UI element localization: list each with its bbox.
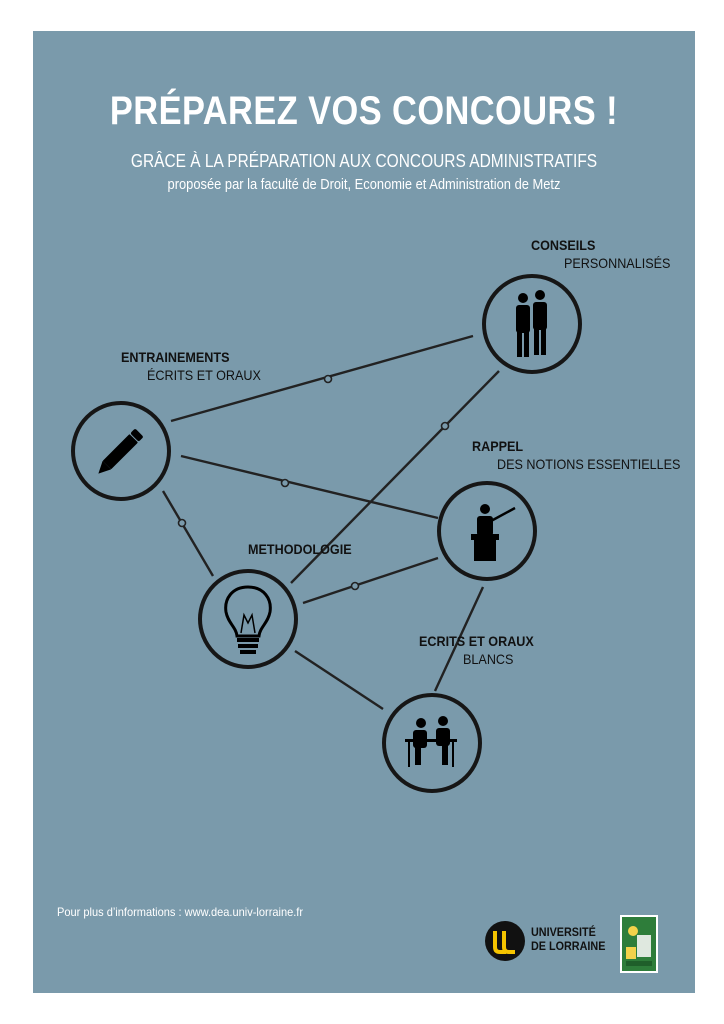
universite-lorraine-name <box>531 925 605 953</box>
universite-lorraine-mark-icon <box>485 921 525 961</box>
universite-lorraine-logo <box>485 919 615 963</box>
methodologie-label <box>248 540 363 558</box>
entrainements-sub: ÉCRITS ET ORAUX <box>147 367 261 383</box>
poster <box>33 31 695 993</box>
universite-line2: DE LORRAINE <box>531 939 606 953</box>
network-diagram <box>33 31 695 993</box>
rappel-node <box>439 483 535 579</box>
page-title: PRÉPAREZ VOS CONCOURS ! <box>109 89 619 133</box>
methodologie-title: METHODOLOGIE <box>248 541 352 557</box>
ecrits-oraux-sub: BLANCS <box>463 651 514 667</box>
rappel-title: RAPPEL <box>472 438 524 454</box>
rappel-sub: DES NOTIONS ESSENTIELLES <box>497 456 681 472</box>
subtitle-faculty: proposée par la faculté de Droit, Economie et Administration de Metz <box>167 176 561 193</box>
ecrits-oraux-title: ECRITS ET ORAUX <box>419 633 534 649</box>
faculty-crest-icon <box>620 915 658 973</box>
conseils-label <box>531 236 682 272</box>
conseils-node <box>484 276 580 372</box>
entrainements-node <box>73 403 169 499</box>
methodologie-node <box>200 571 296 667</box>
rappel-label <box>472 437 701 473</box>
entrainements-title: ENTRAINEMENTS <box>121 349 230 365</box>
universite-line1: UNIVERSITÉ <box>531 925 596 939</box>
entrainements-label <box>121 348 274 384</box>
conseils-sub: PERSONNALISÉS <box>564 255 671 271</box>
ecrits-oraux-node <box>384 695 480 791</box>
ecrits-oraux-label <box>419 632 547 668</box>
footer-info: Pour plus d’informations : www.dea.univ-lorraine.fr <box>57 905 304 919</box>
conseils-title: CONSEILS <box>531 237 596 253</box>
subtitle: GRÂCE À LA PRÉPARATION AUX CONCOURS ADMINISTRATIFS <box>130 151 598 171</box>
